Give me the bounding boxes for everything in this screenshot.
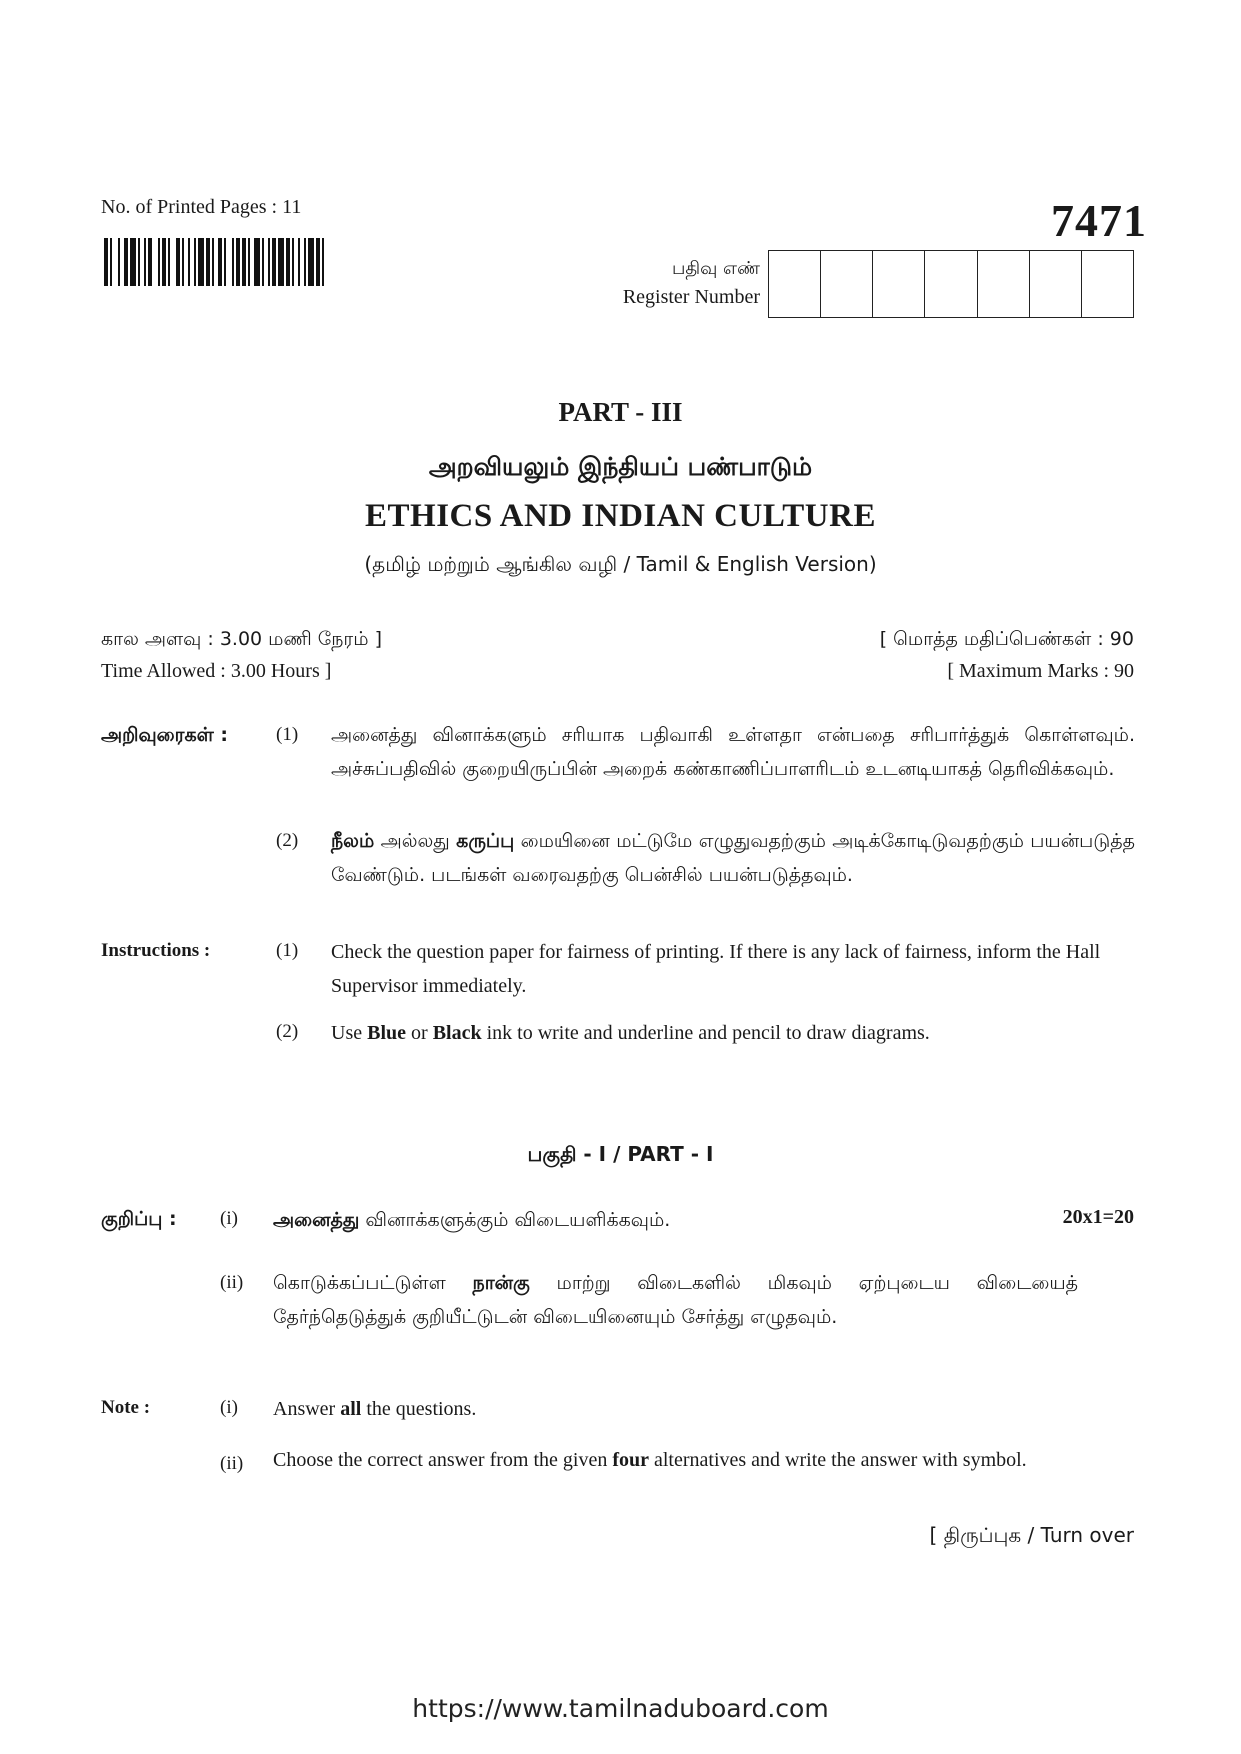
instruction-number: (1) bbox=[276, 940, 299, 961]
note-number: (i) bbox=[220, 1208, 238, 1229]
instruction-number: (1) bbox=[276, 724, 299, 745]
note-number: (ii) bbox=[220, 1272, 244, 1293]
time-allowed-tamil: கால அளவு : 3.00 மணி நேரம் ] bbox=[101, 628, 382, 650]
ink-black-word: Black bbox=[432, 1022, 482, 1044]
note-label-tamil: குறிப்பு : bbox=[101, 1208, 177, 1230]
register-label-tamil: பதிவு எண் bbox=[671, 258, 760, 279]
instruction-english-1: Check the question paper for fairness of printing. If there is any lack of fairness, inform the Hall Supervisor immediately. bbox=[331, 941, 1101, 997]
part-one-heading bbox=[0, 1142, 1241, 1169]
version-text: (தமிழ் மற்றும் ஆங்கில வழி / Tamil & English Version) bbox=[364, 552, 877, 576]
note-text: வினாக்களுக்கும் விடையளிக்கவும். bbox=[359, 1209, 671, 1231]
register-digit-box[interactable] bbox=[925, 251, 977, 317]
note-tamil-1 bbox=[273, 1203, 873, 1237]
note-english-1 bbox=[273, 1392, 1073, 1426]
note-text: the questions. bbox=[361, 1398, 477, 1420]
note-emphasis: நான்கு bbox=[472, 1272, 530, 1294]
instruction-text: மையினை மட்டுமே எழுதுவதற்கும் அடிக்கோடிடுவதற்கும் பயன்படுத்த வேண்டும். படங்கள் வரைவதற்கு பென்சில் பயன்படுத்தவும். bbox=[331, 830, 1135, 886]
part-one-marks: 20x1=20 bbox=[1062, 1206, 1134, 1228]
ink-blue-word: Blue bbox=[367, 1022, 407, 1044]
note-tamil-2 bbox=[273, 1266, 1078, 1334]
instructions-label-tamil: அறிவுரைகள் : bbox=[101, 724, 228, 746]
register-digit-box[interactable] bbox=[769, 251, 821, 317]
part-title: PART - III bbox=[558, 397, 683, 427]
max-marks-english: [ Maximum Marks : 90 bbox=[947, 660, 1134, 682]
register-digit-box[interactable] bbox=[821, 251, 873, 317]
register-number-boxes[interactable] bbox=[768, 250, 1134, 318]
version-note bbox=[0, 552, 1241, 579]
register-digit-box[interactable] bbox=[978, 251, 1030, 317]
note-emphasis: அனைத்து bbox=[273, 1209, 360, 1231]
footer-url-link[interactable]: https://www.tamilnaduboard.com bbox=[412, 1694, 829, 1723]
subject-title-english: ETHICS AND INDIAN CULTURE bbox=[365, 498, 876, 534]
instruction-tamil-1: அனைத்து வினாக்களும் சரியாக பதிவாகி உள்ளதா என்பதை சரிபார்த்துக் கொள்ளவும். அச்சுப்பதிவில் குறையிருப்பின் அறைக் கண்காணிப்பாளரிடம் உடனடியாகத் தெரிவிக்கவும். bbox=[331, 724, 1135, 780]
note-number: (i) bbox=[220, 1397, 238, 1418]
barcode bbox=[104, 238, 372, 286]
time-allowed-english: Time Allowed : 3.00 Hours ] bbox=[101, 660, 332, 682]
instruction-number: (2) bbox=[276, 830, 299, 851]
register-digit-box[interactable] bbox=[1082, 251, 1133, 317]
note-text: Choose the correct answer from the given bbox=[273, 1449, 613, 1471]
instruction-number: (2) bbox=[276, 1021, 299, 1042]
note-text: Answer bbox=[273, 1398, 341, 1420]
register-digit-box[interactable] bbox=[1030, 251, 1082, 317]
note-english-2 bbox=[273, 1447, 1103, 1474]
connector-word: அல்லது bbox=[374, 830, 457, 852]
instructions-label-english: Instructions : bbox=[101, 940, 211, 961]
note-text: கொடுக்கப்பட்டுள்ள bbox=[273, 1272, 473, 1294]
max-marks-tamil: [ மொத்த மதிப்பெண்கள் : 90 bbox=[879, 628, 1134, 650]
instruction-tamil-2 bbox=[331, 824, 1135, 892]
register-label-english: Register Number bbox=[622, 286, 760, 308]
instruction-english-2 bbox=[331, 1016, 1141, 1050]
note-emphasis: all bbox=[340, 1398, 362, 1420]
printed-pages-count: No. of Printed Pages : 11 bbox=[101, 196, 302, 218]
connector-word: or bbox=[406, 1022, 433, 1044]
note-text: மாற்று விடைகளில் மிகவும் ஏற்புடைய விடையைத் தேர்ந்தெடுத்துக் குறியீட்டுடன் விடையினையும் சேர்த்து எழுதவும். bbox=[273, 1272, 1078, 1328]
ink-blue-word: நீலம் bbox=[331, 830, 375, 852]
note-text: alternatives and write the answer with symbol. bbox=[649, 1449, 1027, 1471]
instruction-text: ink to write and underline and pencil to draw diagrams. bbox=[481, 1022, 930, 1044]
note-emphasis: four bbox=[612, 1449, 649, 1471]
ink-black-word: கருப்பு bbox=[456, 830, 515, 852]
turn-over-note: [ திருப்புக / Turn over bbox=[929, 1523, 1134, 1547]
note-label-english: Note : bbox=[101, 1397, 151, 1418]
subject-title-tamil: அறவியலும் இந்தியப் பண்பாடும் bbox=[428, 452, 813, 481]
paper-code: 7471 bbox=[1051, 195, 1147, 246]
register-digit-box[interactable] bbox=[873, 251, 925, 317]
instruction-text: Use bbox=[331, 1022, 368, 1044]
note-number: (ii) bbox=[220, 1453, 244, 1474]
part-one-heading-text: பகுதி - I / PART - I bbox=[527, 1142, 714, 1166]
